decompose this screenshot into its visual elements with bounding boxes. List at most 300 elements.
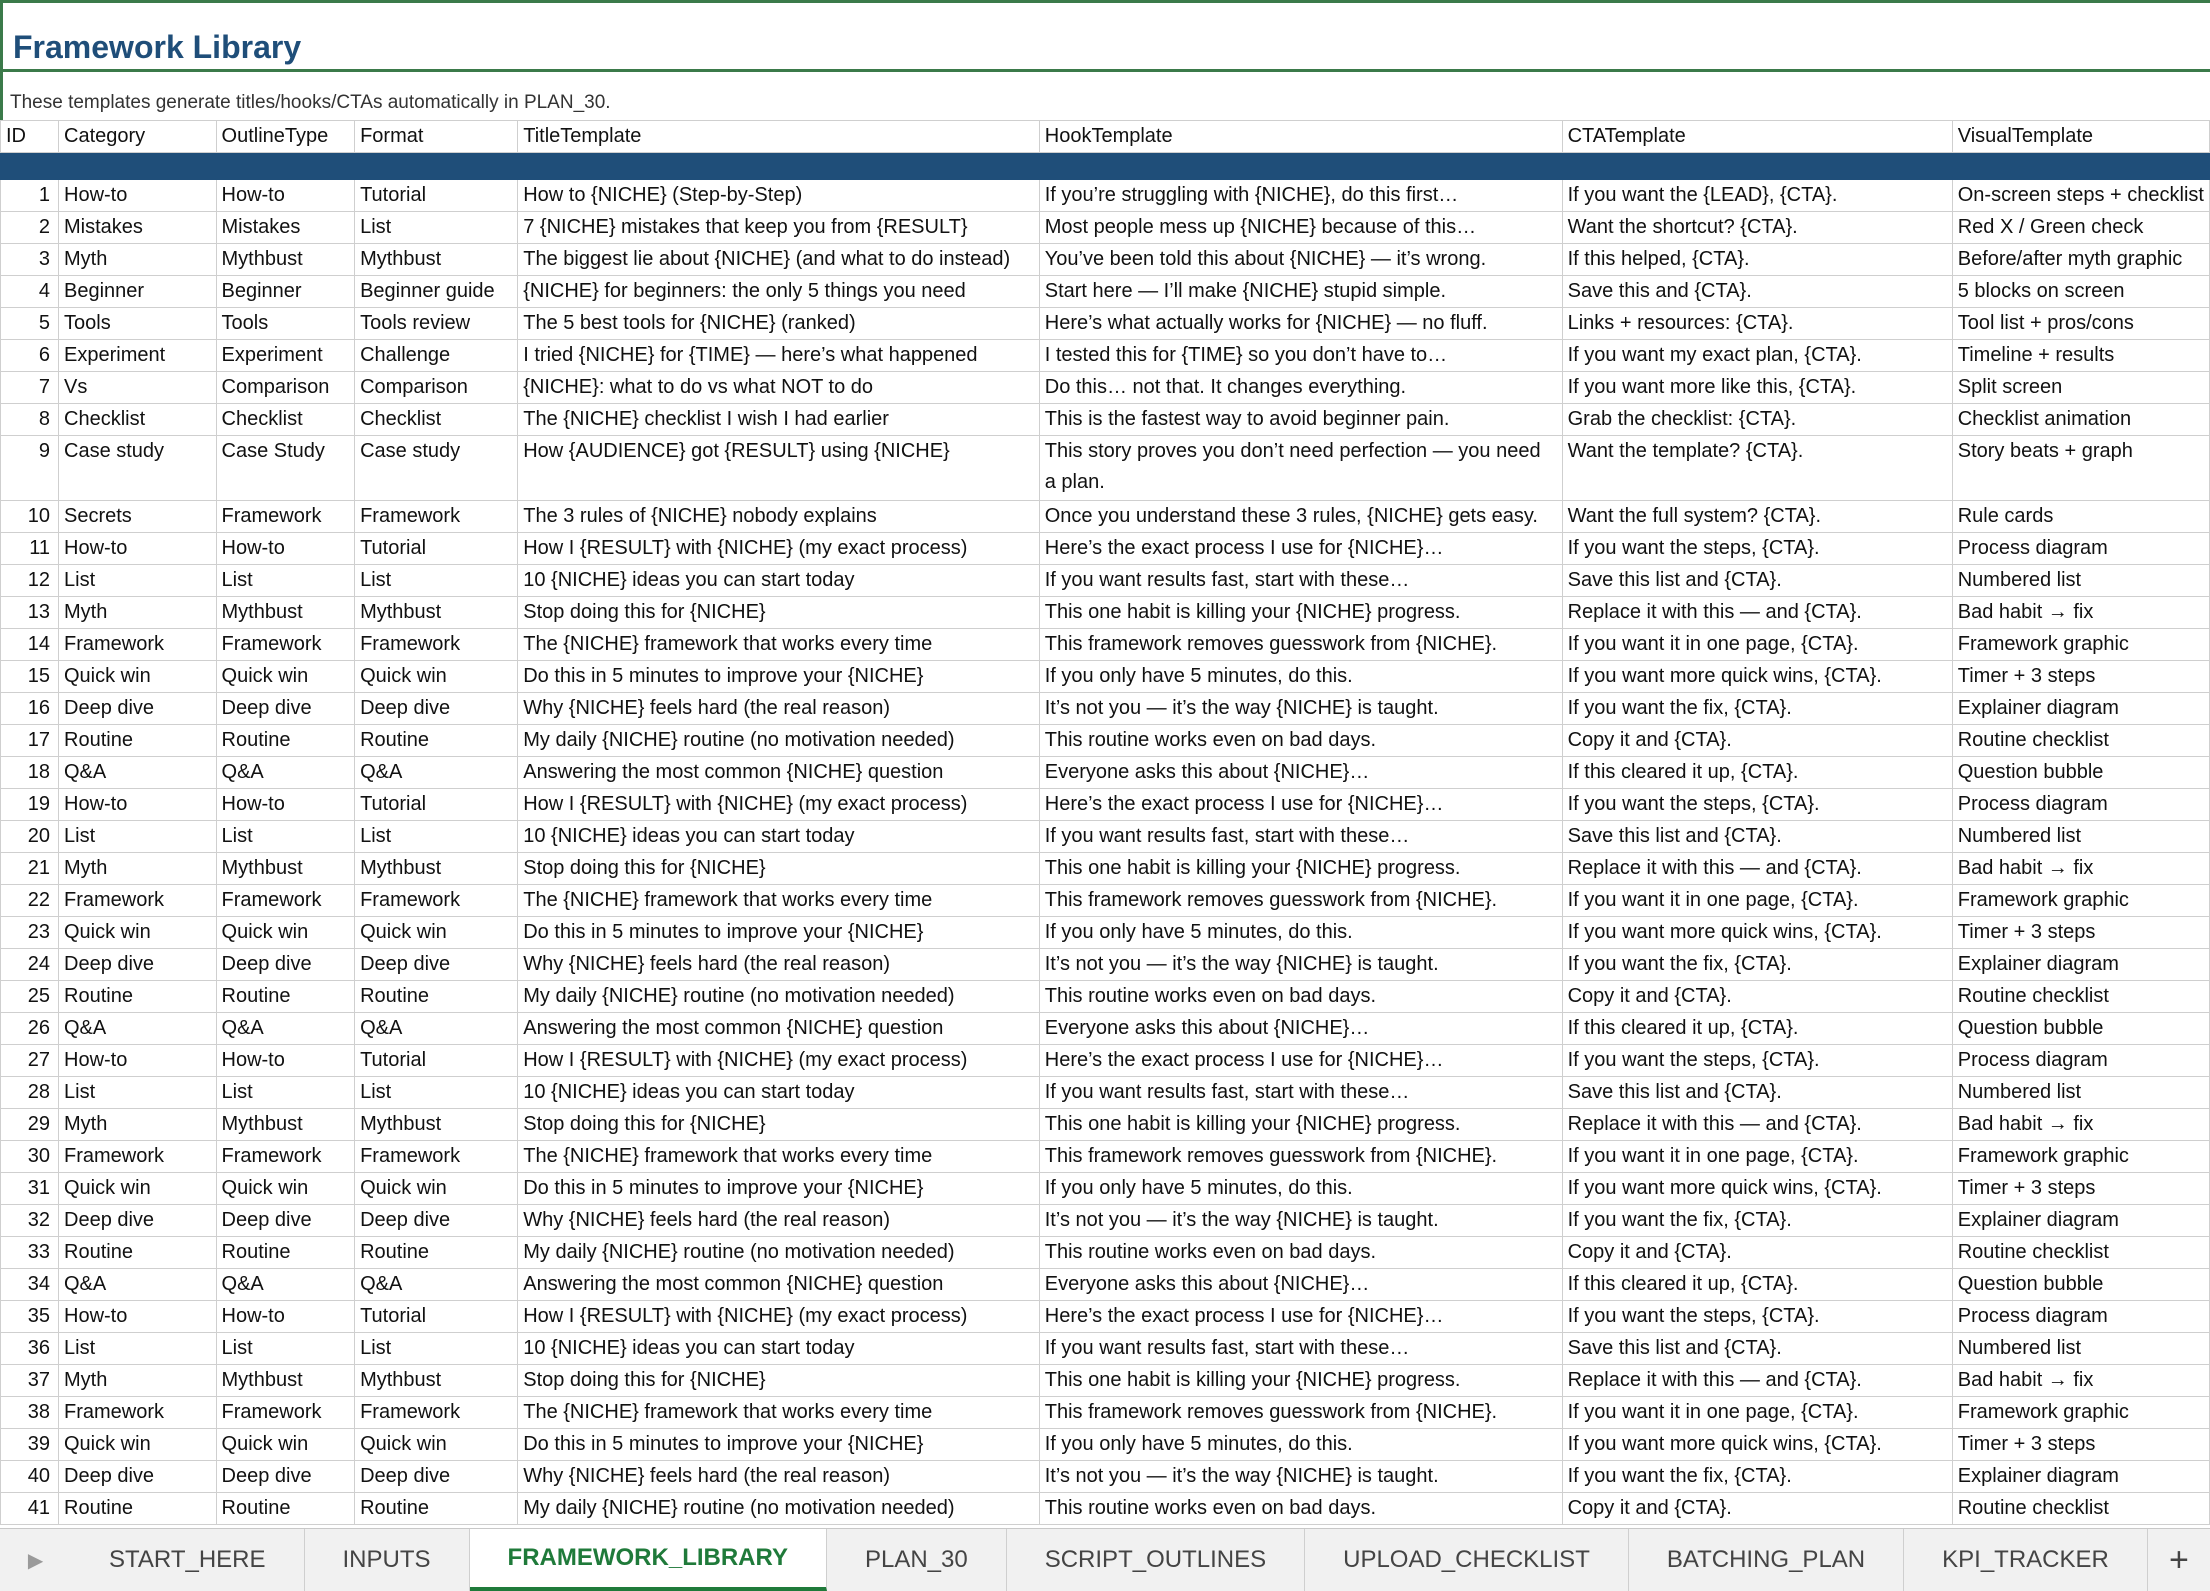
cell-outlinetype[interactable]: Framework <box>216 1397 355 1429</box>
band-cell[interactable] <box>59 153 217 180</box>
column-header[interactable]: OutlineType <box>216 121 355 153</box>
cell-visualtemplate[interactable]: Process diagram <box>1952 1045 2209 1077</box>
cell-id[interactable]: 38 <box>1 1397 59 1429</box>
cell-id[interactable]: 26 <box>1 1013 59 1045</box>
tab-script-outlines[interactable]: SCRIPT_OUTLINES <box>1007 1529 1305 1591</box>
cell-id[interactable]: 22 <box>1 885 59 917</box>
cell-category[interactable]: Framework <box>59 1397 217 1429</box>
cell-outlinetype[interactable]: How-to <box>216 1301 355 1333</box>
cell-ctatemplate[interactable]: If you want it in one page, {CTA}. <box>1562 1397 1952 1429</box>
cell-id[interactable]: 1 <box>1 180 59 212</box>
cell-visualtemplate[interactable]: Process diagram <box>1952 533 2209 565</box>
cell-format[interactable]: Quick win <box>355 1173 518 1205</box>
cell-titletemplate[interactable]: {NICHE}: what to do vs what NOT to do <box>518 372 1040 404</box>
cell-ctatemplate[interactable]: If this cleared it up, {CTA}. <box>1562 1269 1952 1301</box>
cell-category[interactable]: Deep dive <box>59 949 217 981</box>
cell-category[interactable]: Q&A <box>59 1269 217 1301</box>
cell-id[interactable]: 12 <box>1 565 59 597</box>
cell-ctatemplate[interactable]: If this helped, {CTA}. <box>1562 244 1952 276</box>
add-sheet-button[interactable]: + <box>2169 1540 2189 1579</box>
cell-category[interactable]: Myth <box>59 597 217 629</box>
cell-outlinetype[interactable]: Framework <box>216 629 355 661</box>
cell-category[interactable]: List <box>59 1333 217 1365</box>
cell-titletemplate[interactable]: 10 {NICHE} ideas you can start today <box>518 565 1040 597</box>
cell-hooktemplate[interactable]: This one habit is killing your {NICHE} progress. <box>1039 853 1562 885</box>
tab-inputs[interactable]: INPUTS <box>305 1529 470 1591</box>
cell-hooktemplate[interactable]: Start here — I’ll make {NICHE} stupid simple. <box>1039 276 1562 308</box>
cell-format[interactable]: Deep dive <box>355 1461 518 1493</box>
cell-category[interactable]: Deep dive <box>59 1205 217 1237</box>
cell-format[interactable]: Tutorial <box>355 533 518 565</box>
cell-titletemplate[interactable]: Why {NICHE} feels hard (the real reason) <box>518 1461 1040 1493</box>
cell-titletemplate[interactable]: Why {NICHE} feels hard (the real reason) <box>518 949 1040 981</box>
cell-hooktemplate[interactable]: This routine works even on bad days. <box>1039 981 1562 1013</box>
cell-category[interactable]: Routine <box>59 1493 217 1525</box>
cell-ctatemplate[interactable]: If you want the steps, {CTA}. <box>1562 533 1952 565</box>
cell-visualtemplate[interactable]: Timeline + results <box>1952 340 2209 372</box>
cell-visualtemplate[interactable]: Numbered list <box>1952 821 2209 853</box>
cell-ctatemplate[interactable]: If you want the fix, {CTA}. <box>1562 693 1952 725</box>
cell-format[interactable]: Deep dive <box>355 1205 518 1237</box>
cell-titletemplate[interactable]: The 5 best tools for {NICHE} (ranked) <box>518 308 1040 340</box>
cell-hooktemplate[interactable]: Here’s the exact process I use for {NICHE}… <box>1039 1301 1562 1333</box>
cell-hooktemplate[interactable]: This framework removes guesswork from {NICHE}. <box>1039 885 1562 917</box>
cell-hooktemplate[interactable]: It’s not you — it’s the way {NICHE} is taught. <box>1039 1205 1562 1237</box>
cell-titletemplate[interactable]: I tried {NICHE} for {TIME} — here’s what happened <box>518 340 1040 372</box>
cell-titletemplate[interactable]: How I {RESULT} with {NICHE} (my exact process) <box>518 1045 1040 1077</box>
cell-outlinetype[interactable]: Framework <box>216 1141 355 1173</box>
cell-outlinetype[interactable]: How-to <box>216 180 355 212</box>
cell-visualtemplate[interactable]: Bad habit → fix <box>1952 1365 2209 1397</box>
cell-format[interactable]: List <box>355 821 518 853</box>
cell-id[interactable]: 4 <box>1 276 59 308</box>
cell-ctatemplate[interactable]: Want the shortcut? {CTA}. <box>1562 212 1952 244</box>
cell-category[interactable]: How-to <box>59 180 217 212</box>
cell-titletemplate[interactable]: The biggest lie about {NICHE} (and what to do instead) <box>518 244 1040 276</box>
cell-id[interactable]: 21 <box>1 853 59 885</box>
cell-ctatemplate[interactable]: Want the template? {CTA}. <box>1562 436 1952 501</box>
cell-ctatemplate[interactable]: Save this and {CTA}. <box>1562 276 1952 308</box>
cell-format[interactable]: Quick win <box>355 917 518 949</box>
cell-visualtemplate[interactable]: Numbered list <box>1952 565 2209 597</box>
cell-hooktemplate[interactable]: Once you understand these 3 rules, {NICHE} gets easy. <box>1039 501 1562 533</box>
cell-format[interactable]: Tutorial <box>355 789 518 821</box>
cell-titletemplate[interactable]: The {NICHE} framework that works every time <box>518 1397 1040 1429</box>
cell-category[interactable]: Quick win <box>59 661 217 693</box>
cell-format[interactable]: Quick win <box>355 661 518 693</box>
cell-hooktemplate[interactable]: Everyone asks this about {NICHE}… <box>1039 757 1562 789</box>
cell-titletemplate[interactable]: My daily {NICHE} routine (no motivation needed) <box>518 981 1040 1013</box>
cell-visualtemplate[interactable]: Split screen <box>1952 372 2209 404</box>
cell-titletemplate[interactable]: Do this in 5 minutes to improve your {NICHE} <box>518 917 1040 949</box>
cell-titletemplate[interactable]: Stop doing this for {NICHE} <box>518 853 1040 885</box>
cell-category[interactable]: Routine <box>59 1237 217 1269</box>
cell-category[interactable]: Routine <box>59 725 217 757</box>
cell-category[interactable]: How-to <box>59 789 217 821</box>
cell-format[interactable]: Tutorial <box>355 1045 518 1077</box>
cell-category[interactable]: List <box>59 821 217 853</box>
cell-id[interactable]: 34 <box>1 1269 59 1301</box>
cell-id[interactable]: 39 <box>1 1429 59 1461</box>
cell-id[interactable]: 6 <box>1 340 59 372</box>
cell-titletemplate[interactable]: Answering the most common {NICHE} question <box>518 757 1040 789</box>
cell-hooktemplate[interactable]: This routine works even on bad days. <box>1039 1237 1562 1269</box>
cell-visualtemplate[interactable]: Explainer diagram <box>1952 1461 2209 1493</box>
cell-category[interactable]: Quick win <box>59 1173 217 1205</box>
cell-outlinetype[interactable]: Mythbust <box>216 1365 355 1397</box>
cell-format[interactable]: List <box>355 565 518 597</box>
cell-titletemplate[interactable]: Why {NICHE} feels hard (the real reason) <box>518 1205 1040 1237</box>
cell-titletemplate[interactable]: 10 {NICHE} ideas you can start today <box>518 1333 1040 1365</box>
cell-ctatemplate[interactable]: If you want my exact plan, {CTA}. <box>1562 340 1952 372</box>
cell-titletemplate[interactable]: How I {RESULT} with {NICHE} (my exact process) <box>518 533 1040 565</box>
cell-outlinetype[interactable]: Framework <box>216 885 355 917</box>
cell-ctatemplate[interactable]: Replace it with this — and {CTA}. <box>1562 853 1952 885</box>
cell-titletemplate[interactable]: The {NICHE} framework that works every time <box>518 629 1040 661</box>
cell-titletemplate[interactable]: The {NICHE} framework that works every time <box>518 885 1040 917</box>
cell-format[interactable]: List <box>355 212 518 244</box>
cell-format[interactable]: Framework <box>355 629 518 661</box>
cell-id[interactable]: 15 <box>1 661 59 693</box>
column-header[interactable]: ID <box>1 121 59 153</box>
cell-outlinetype[interactable]: Deep dive <box>216 949 355 981</box>
cell-format[interactable]: Tools review <box>355 308 518 340</box>
cell-format[interactable]: Routine <box>355 1237 518 1269</box>
cell-visualtemplate[interactable]: Tool list + pros/cons <box>1952 308 2209 340</box>
cell-id[interactable]: 23 <box>1 917 59 949</box>
cell-category[interactable]: Mistakes <box>59 212 217 244</box>
cell-visualtemplate[interactable]: Bad habit → fix <box>1952 597 2209 629</box>
cell-outlinetype[interactable]: Mythbust <box>216 244 355 276</box>
cell-titletemplate[interactable]: The 3 rules of {NICHE} nobody explains <box>518 501 1040 533</box>
cell-outlinetype[interactable]: Quick win <box>216 661 355 693</box>
cell-hooktemplate[interactable]: It’s not you — it’s the way {NICHE} is taught. <box>1039 693 1562 725</box>
cell-visualtemplate[interactable]: Numbered list <box>1952 1333 2209 1365</box>
column-header[interactable]: VisualTemplate <box>1952 121 2209 153</box>
cell-visualtemplate[interactable]: Framework graphic <box>1952 629 2209 661</box>
cell-category[interactable]: Quick win <box>59 917 217 949</box>
cell-category[interactable]: Myth <box>59 1109 217 1141</box>
cell-hooktemplate[interactable]: If you only have 5 minutes, do this. <box>1039 1173 1562 1205</box>
cell-id[interactable]: 41 <box>1 1493 59 1525</box>
cell-outlinetype[interactable]: Routine <box>216 1237 355 1269</box>
cell-visualtemplate[interactable]: Rule cards <box>1952 501 2209 533</box>
tab-batching-plan[interactable]: BATCHING_PLAN <box>1629 1529 1904 1591</box>
cell-format[interactable]: Q&A <box>355 1013 518 1045</box>
cell-hooktemplate[interactable]: If you want results fast, start with these… <box>1039 1333 1562 1365</box>
cell-titletemplate[interactable]: My daily {NICHE} routine (no motivation needed) <box>518 1237 1040 1269</box>
cell-ctatemplate[interactable]: If you want the fix, {CTA}. <box>1562 1205 1952 1237</box>
cell-hooktemplate[interactable]: This routine works even on bad days. <box>1039 1493 1562 1525</box>
cell-category[interactable]: Vs <box>59 372 217 404</box>
cell-outlinetype[interactable]: Routine <box>216 725 355 757</box>
cell-titletemplate[interactable]: How {AUDIENCE} got {RESULT} using {NICHE} <box>518 436 1040 501</box>
band-cell[interactable] <box>216 153 355 180</box>
cell-id[interactable]: 27 <box>1 1045 59 1077</box>
cell-ctatemplate[interactable]: Want the full system? {CTA}. <box>1562 501 1952 533</box>
cell-outlinetype[interactable]: Quick win <box>216 1429 355 1461</box>
title-cell[interactable] <box>3 3 2210 72</box>
cell-hooktemplate[interactable]: This one habit is killing your {NICHE} progress. <box>1039 1365 1562 1397</box>
cell-outlinetype[interactable]: Routine <box>216 981 355 1013</box>
cell-hooktemplate[interactable]: If you want results fast, start with these… <box>1039 1077 1562 1109</box>
cell-visualtemplate[interactable]: Timer + 3 steps <box>1952 917 2209 949</box>
cell-visualtemplate[interactable]: Routine checklist <box>1952 1493 2209 1525</box>
cell-visualtemplate[interactable]: Red X / Green check <box>1952 212 2209 244</box>
cell-format[interactable]: List <box>355 1077 518 1109</box>
cell-format[interactable]: Challenge <box>355 340 518 372</box>
cell-format[interactable]: Mythbust <box>355 1109 518 1141</box>
cell-ctatemplate[interactable]: If you want it in one page, {CTA}. <box>1562 885 1952 917</box>
cell-id[interactable]: 29 <box>1 1109 59 1141</box>
cell-ctatemplate[interactable]: Grab the checklist: {CTA}. <box>1562 404 1952 436</box>
cell-category[interactable]: Quick win <box>59 1429 217 1461</box>
cell-ctatemplate[interactable]: Copy it and {CTA}. <box>1562 981 1952 1013</box>
cell-format[interactable]: Mythbust <box>355 244 518 276</box>
cell-id[interactable]: 5 <box>1 308 59 340</box>
cell-hooktemplate[interactable]: This story proves you don’t need perfection — you need a plan. <box>1039 436 1562 501</box>
cell-visualtemplate[interactable]: Story beats + graph <box>1952 436 2209 501</box>
cell-id[interactable]: 19 <box>1 789 59 821</box>
cell-ctatemplate[interactable]: Save this list and {CTA}. <box>1562 1077 1952 1109</box>
cell-id[interactable]: 33 <box>1 1237 59 1269</box>
cell-titletemplate[interactable]: Stop doing this for {NICHE} <box>518 1109 1040 1141</box>
cell-titletemplate[interactable]: The {NICHE} framework that works every time <box>518 1141 1040 1173</box>
cell-hooktemplate[interactable]: This one habit is killing your {NICHE} progress. <box>1039 597 1562 629</box>
cell-ctatemplate[interactable]: If you want it in one page, {CTA}. <box>1562 629 1952 661</box>
cell-hooktemplate[interactable]: Do this… not that. It changes everything. <box>1039 372 1562 404</box>
cell-format[interactable]: Tutorial <box>355 180 518 212</box>
cell-titletemplate[interactable]: My daily {NICHE} routine (no motivation needed) <box>518 1493 1040 1525</box>
cell-visualtemplate[interactable]: Routine checklist <box>1952 1237 2209 1269</box>
cell-ctatemplate[interactable]: Links + resources: {CTA}. <box>1562 308 1952 340</box>
cell-category[interactable]: List <box>59 565 217 597</box>
band-cell[interactable] <box>1 153 59 180</box>
cell-id[interactable]: 11 <box>1 533 59 565</box>
cell-hooktemplate[interactable]: Here’s the exact process I use for {NICHE}… <box>1039 1045 1562 1077</box>
cell-format[interactable]: Q&A <box>355 1269 518 1301</box>
cell-titletemplate[interactable]: How to {NICHE} (Step-by-Step) <box>518 180 1040 212</box>
cell-category[interactable]: Routine <box>59 981 217 1013</box>
cell-ctatemplate[interactable]: If you want the {LEAD}, {CTA}. <box>1562 180 1952 212</box>
cell-hooktemplate[interactable]: Everyone asks this about {NICHE}… <box>1039 1269 1562 1301</box>
cell-id[interactable]: 18 <box>1 757 59 789</box>
cell-hooktemplate[interactable]: This one habit is killing your {NICHE} progress. <box>1039 1109 1562 1141</box>
column-header[interactable]: Category <box>59 121 217 153</box>
cell-outlinetype[interactable]: List <box>216 821 355 853</box>
cell-category[interactable]: Framework <box>59 885 217 917</box>
band-cell[interactable] <box>1952 153 2209 180</box>
cell-outlinetype[interactable]: Deep dive <box>216 1461 355 1493</box>
cell-visualtemplate[interactable]: 5 blocks on screen <box>1952 276 2209 308</box>
cell-category[interactable]: Checklist <box>59 404 217 436</box>
cell-format[interactable]: Comparison <box>355 372 518 404</box>
cell-id[interactable]: 36 <box>1 1333 59 1365</box>
cell-ctatemplate[interactable]: If you want the steps, {CTA}. <box>1562 789 1952 821</box>
band-cell[interactable] <box>1039 153 1562 180</box>
cell-ctatemplate[interactable]: If you want more quick wins, {CTA}. <box>1562 661 1952 693</box>
cell-outlinetype[interactable]: Quick win <box>216 917 355 949</box>
cell-format[interactable]: Deep dive <box>355 949 518 981</box>
cell-hooktemplate[interactable]: If you only have 5 minutes, do this. <box>1039 917 1562 949</box>
cell-outlinetype[interactable]: Q&A <box>216 757 355 789</box>
cell-format[interactable]: Q&A <box>355 757 518 789</box>
cell-ctatemplate[interactable]: Copy it and {CTA}. <box>1562 1237 1952 1269</box>
cell-format[interactable]: Routine <box>355 725 518 757</box>
cell-format[interactable]: Routine <box>355 1493 518 1525</box>
cell-ctatemplate[interactable]: If you want more like this, {CTA}. <box>1562 372 1952 404</box>
cell-hooktemplate[interactable]: It’s not you — it’s the way {NICHE} is taught. <box>1039 1461 1562 1493</box>
cell-format[interactable]: Mythbust <box>355 853 518 885</box>
cell-category[interactable]: Case study <box>59 436 217 501</box>
cell-hooktemplate[interactable]: Here’s what actually works for {NICHE} — no fluff. <box>1039 308 1562 340</box>
cell-visualtemplate[interactable]: Bad habit → fix <box>1952 853 2209 885</box>
cell-id[interactable]: 16 <box>1 693 59 725</box>
cell-hooktemplate[interactable]: If you want results fast, start with these… <box>1039 565 1562 597</box>
cell-ctatemplate[interactable]: If you want the steps, {CTA}. <box>1562 1045 1952 1077</box>
cell-outlinetype[interactable]: Mistakes <box>216 212 355 244</box>
column-header[interactable]: TitleTemplate <box>518 121 1040 153</box>
cell-category[interactable]: Q&A <box>59 1013 217 1045</box>
cell-hooktemplate[interactable]: If you only have 5 minutes, do this. <box>1039 661 1562 693</box>
cell-outlinetype[interactable]: Q&A <box>216 1013 355 1045</box>
cell-hooktemplate[interactable]: Everyone asks this about {NICHE}… <box>1039 1013 1562 1045</box>
cell-visualtemplate[interactable]: Timer + 3 steps <box>1952 1173 2209 1205</box>
cell-id[interactable]: 20 <box>1 821 59 853</box>
cell-format[interactable]: Quick win <box>355 1429 518 1461</box>
cell-titletemplate[interactable]: 7 {NICHE} mistakes that keep you from {RESULT} <box>518 212 1040 244</box>
cell-ctatemplate[interactable]: If you want the fix, {CTA}. <box>1562 949 1952 981</box>
tab-framework-library[interactable]: FRAMEWORK_LIBRARY <box>470 1529 827 1591</box>
cell-id[interactable]: 35 <box>1 1301 59 1333</box>
tab-upload-checklist[interactable]: UPLOAD_CHECKLIST <box>1305 1529 1629 1591</box>
cell-category[interactable]: Myth <box>59 853 217 885</box>
cell-category[interactable]: Myth <box>59 244 217 276</box>
cell-outlinetype[interactable]: Quick win <box>216 1173 355 1205</box>
cell-id[interactable]: 17 <box>1 725 59 757</box>
cell-titletemplate[interactable]: Why {NICHE} feels hard (the real reason) <box>518 693 1040 725</box>
cell-hooktemplate[interactable]: Here’s the exact process I use for {NICHE}… <box>1039 533 1562 565</box>
cell-outlinetype[interactable]: Case Study <box>216 436 355 501</box>
cell-hooktemplate[interactable]: This framework removes guesswork from {NICHE}. <box>1039 629 1562 661</box>
tab-kpi-tracker[interactable]: KPI_TRACKER <box>1904 1529 2148 1591</box>
cell-ctatemplate[interactable]: If you want more quick wins, {CTA}. <box>1562 1429 1952 1461</box>
cell-titletemplate[interactable]: How I {RESULT} with {NICHE} (my exact process) <box>518 789 1040 821</box>
cell-format[interactable]: Framework <box>355 885 518 917</box>
cell-outlinetype[interactable]: Tools <box>216 308 355 340</box>
band-cell[interactable] <box>518 153 1040 180</box>
cell-titletemplate[interactable]: My daily {NICHE} routine (no motivation needed) <box>518 725 1040 757</box>
cell-format[interactable]: Mythbust <box>355 1365 518 1397</box>
cell-id[interactable]: 9 <box>1 436 59 501</box>
cell-outlinetype[interactable]: List <box>216 1333 355 1365</box>
cell-id[interactable]: 2 <box>1 212 59 244</box>
cell-id[interactable]: 24 <box>1 949 59 981</box>
cell-outlinetype[interactable]: How-to <box>216 533 355 565</box>
cell-category[interactable]: How-to <box>59 1045 217 1077</box>
cell-id[interactable]: 37 <box>1 1365 59 1397</box>
cell-outlinetype[interactable]: Framework <box>216 501 355 533</box>
cell-id[interactable]: 40 <box>1 1461 59 1493</box>
cell-outlinetype[interactable]: Routine <box>216 1493 355 1525</box>
cell-id[interactable]: 7 <box>1 372 59 404</box>
cell-visualtemplate[interactable]: Checklist animation <box>1952 404 2209 436</box>
cell-format[interactable]: Case study <box>355 436 518 501</box>
cell-outlinetype[interactable]: Deep dive <box>216 1205 355 1237</box>
cell-outlinetype[interactable]: Deep dive <box>216 693 355 725</box>
cell-visualtemplate[interactable]: Explainer diagram <box>1952 1205 2209 1237</box>
cell-visualtemplate[interactable]: Numbered list <box>1952 1077 2209 1109</box>
cell-id[interactable]: 30 <box>1 1141 59 1173</box>
cell-category[interactable]: Deep dive <box>59 693 217 725</box>
tab-start-here[interactable]: START_HERE <box>71 1529 304 1591</box>
cell-hooktemplate[interactable]: If you only have 5 minutes, do this. <box>1039 1429 1562 1461</box>
cell-category[interactable]: Experiment <box>59 340 217 372</box>
cell-category[interactable]: Beginner <box>59 276 217 308</box>
cell-format[interactable]: Framework <box>355 1141 518 1173</box>
cell-format[interactable]: Deep dive <box>355 693 518 725</box>
cell-outlinetype[interactable]: Q&A <box>216 1269 355 1301</box>
cell-visualtemplate[interactable]: Routine checklist <box>1952 725 2209 757</box>
cell-format[interactable]: Checklist <box>355 404 518 436</box>
cell-ctatemplate[interactable]: Replace it with this — and {CTA}. <box>1562 1365 1952 1397</box>
cell-visualtemplate[interactable]: Routine checklist <box>1952 981 2209 1013</box>
cell-titletemplate[interactable]: 10 {NICHE} ideas you can start today <box>518 1077 1040 1109</box>
cell-id[interactable]: 13 <box>1 597 59 629</box>
cell-ctatemplate[interactable]: If you want it in one page, {CTA}. <box>1562 1141 1952 1173</box>
cell-hooktemplate[interactable]: If you want results fast, start with these… <box>1039 821 1562 853</box>
cell-visualtemplate[interactable]: Process diagram <box>1952 789 2209 821</box>
cell-format[interactable]: Framework <box>355 1397 518 1429</box>
cell-titletemplate[interactable]: 10 {NICHE} ideas you can start today <box>518 821 1040 853</box>
cell-category[interactable]: How-to <box>59 1301 217 1333</box>
cell-ctatemplate[interactable]: If this cleared it up, {CTA}. <box>1562 757 1952 789</box>
cell-visualtemplate[interactable]: Framework graphic <box>1952 1141 2209 1173</box>
cell-hooktemplate[interactable]: This framework removes guesswork from {NICHE}. <box>1039 1141 1562 1173</box>
cell-titletemplate[interactable]: The {NICHE} checklist I wish I had earlier <box>518 404 1040 436</box>
cell-visualtemplate[interactable]: Bad habit → fix <box>1952 1109 2209 1141</box>
cell-outlinetype[interactable]: Mythbust <box>216 1109 355 1141</box>
cell-ctatemplate[interactable]: Save this list and {CTA}. <box>1562 1333 1952 1365</box>
cell-outlinetype[interactable]: Beginner <box>216 276 355 308</box>
column-header[interactable]: Format <box>355 121 518 153</box>
cell-visualtemplate[interactable]: Question bubble <box>1952 1013 2209 1045</box>
cell-outlinetype[interactable]: List <box>216 565 355 597</box>
cell-category[interactable]: Tools <box>59 308 217 340</box>
cell-hooktemplate[interactable]: This framework removes guesswork from {NICHE}. <box>1039 1397 1562 1429</box>
cell-visualtemplate[interactable]: Timer + 3 steps <box>1952 1429 2209 1461</box>
cell-outlinetype[interactable]: List <box>216 1077 355 1109</box>
cell-hooktemplate[interactable]: I tested this for {TIME} so you don’t have to… <box>1039 340 1562 372</box>
cell-id[interactable]: 28 <box>1 1077 59 1109</box>
tab-plan-30[interactable]: PLAN_30 <box>827 1529 1007 1591</box>
cell-visualtemplate[interactable]: Timer + 3 steps <box>1952 661 2209 693</box>
cell-titletemplate[interactable]: Do this in 5 minutes to improve your {NICHE} <box>518 1173 1040 1205</box>
cell-ctatemplate[interactable]: Replace it with this — and {CTA}. <box>1562 1109 1952 1141</box>
cell-format[interactable]: List <box>355 1333 518 1365</box>
cell-hooktemplate[interactable]: It’s not you — it’s the way {NICHE} is taught. <box>1039 949 1562 981</box>
cell-visualtemplate[interactable]: Question bubble <box>1952 1269 2209 1301</box>
cell-ctatemplate[interactable]: Save this list and {CTA}. <box>1562 821 1952 853</box>
cell-id[interactable]: 32 <box>1 1205 59 1237</box>
cell-titletemplate[interactable]: Stop doing this for {NICHE} <box>518 597 1040 629</box>
cell-visualtemplate[interactable]: Explainer diagram <box>1952 693 2209 725</box>
cell-format[interactable]: Tutorial <box>355 1301 518 1333</box>
cell-format[interactable]: Beginner guide <box>355 276 518 308</box>
cell-ctatemplate[interactable]: Copy it and {CTA}. <box>1562 725 1952 757</box>
cell-ctatemplate[interactable]: Copy it and {CTA}. <box>1562 1493 1952 1525</box>
band-cell[interactable] <box>1562 153 1952 180</box>
